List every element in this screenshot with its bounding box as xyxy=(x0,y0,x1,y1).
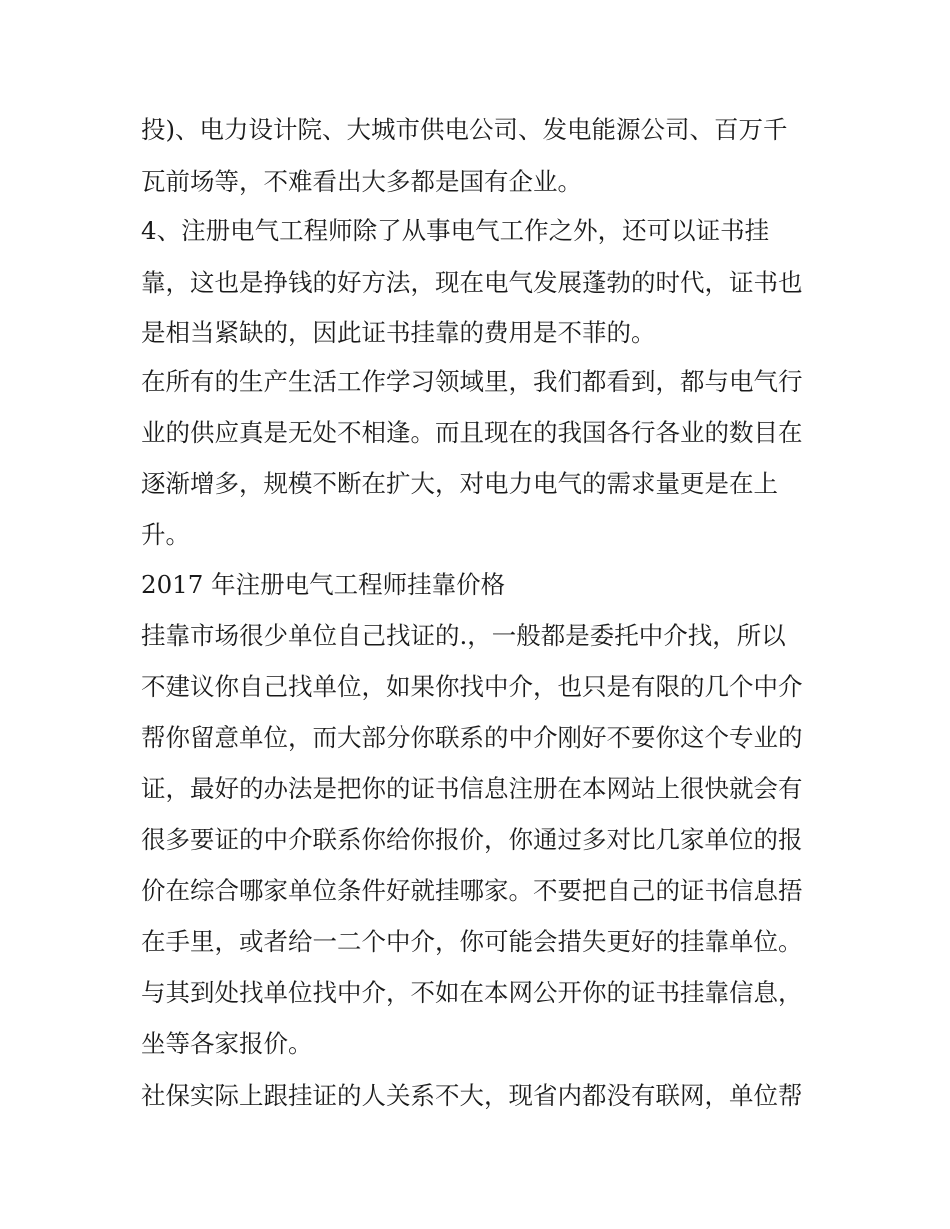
text-line: 与其到处找单位找中介，不如在本网公开你的证书挂靠信息， xyxy=(141,978,803,1007)
text-line: 证，最好的办法是把你的证书信息注册在本网站上很快就会有 xyxy=(141,774,803,803)
text-line: 社保实际上跟挂证的人关系不大，现省内都没有联网，单位帮 xyxy=(141,1081,803,1110)
text-line: 在所有的生产生活工作学习领域里，我们都看到，都与电气行 xyxy=(141,367,803,396)
text-line: 不建议你自己找单位，如果你找中介，也只是有限的几个中介 xyxy=(141,672,803,701)
text-line: 逐渐增多，规模不断在扩大，对电力电气的需求量更是在上 xyxy=(141,469,778,498)
text-line: 瓦前场等，不难看出大多都是国有企业。 xyxy=(141,167,582,196)
text-line: 坐等各家报价。 xyxy=(141,1029,313,1058)
text-line: 投)、电力设计院、大城市供电公司、发电能源公司、百万千 xyxy=(141,115,788,144)
text-line: 在手里，或者给一二个中介，你可能会措失更好的挂靠单位。 xyxy=(141,927,803,956)
text-line: 4、注册电气工程师除了从事电气工作之外，还可以证书挂 xyxy=(141,216,770,245)
text-line: 很多要证的中介联系你给你报价，你通过多对比几家单位的报 xyxy=(141,825,803,854)
text-line: 价在综合哪家单位条件好就挂哪家。不要把自己的证书信息捂 xyxy=(141,876,803,905)
text-line: 是相当紧缺的，因此证书挂靠的费用是不菲的。 xyxy=(141,318,656,347)
text-line: 挂靠市场很少单位自己找证的.，一般都是委托中介找，所以 xyxy=(141,621,786,650)
section-heading: 2017 年注册电气工程师挂靠价格 xyxy=(141,570,506,599)
text-line: 靠，这也是挣钱的好方法，现在电气发展蓬勃的时代，证书也 xyxy=(141,268,803,297)
text-line: 帮你留意单位，而大部分你联系的中介刚好不要你这个专业的 xyxy=(141,723,803,752)
text-line: 业的供应真是无处不相逢。而且现在的我国各行各业的数目在 xyxy=(141,418,803,447)
text-line: 升。 xyxy=(141,520,190,549)
